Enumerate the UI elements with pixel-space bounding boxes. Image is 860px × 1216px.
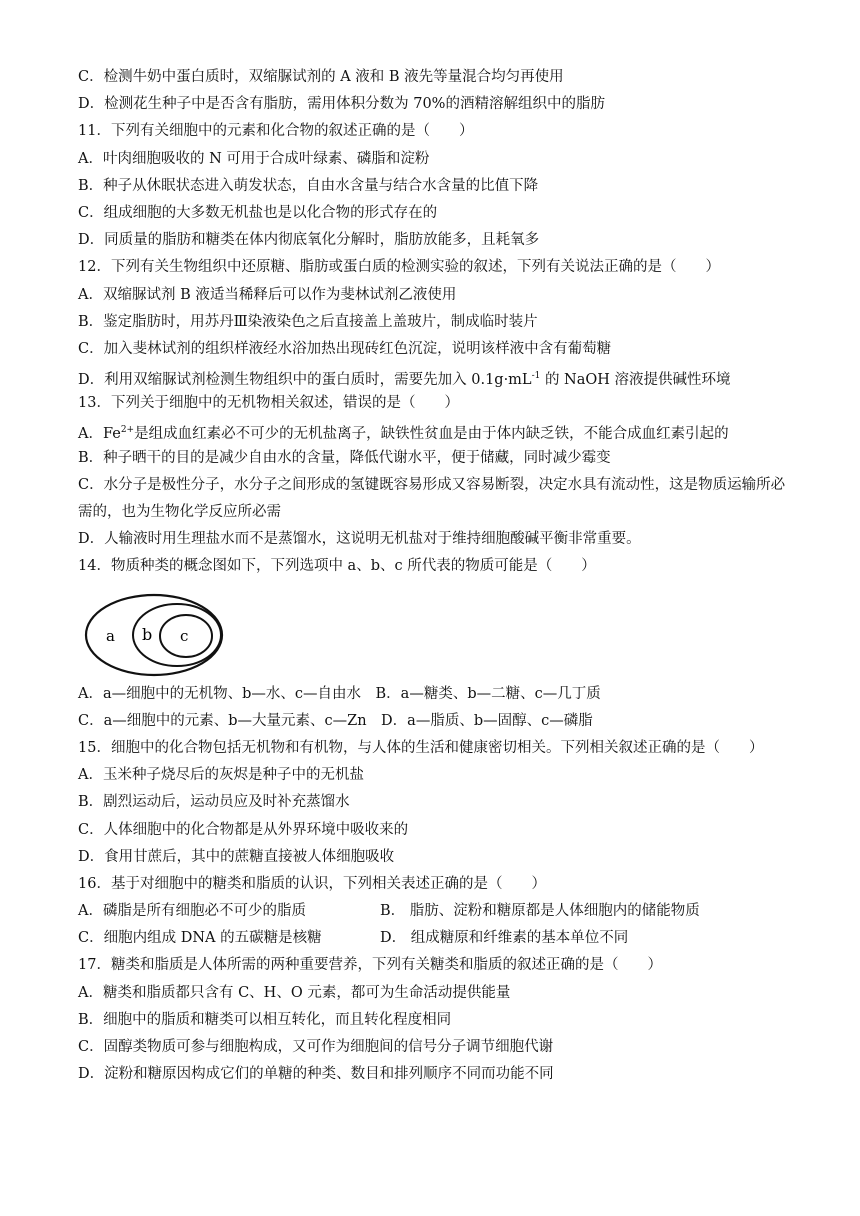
q16-options-row-1: [78, 898, 788, 925]
q12-option-d-sup: -1: [531, 371, 541, 382]
q16-option-b: B． 脂肪、淀粉和糖原都是人体细胞内的储能物质: [380, 903, 700, 920]
q16-stem: 16．基于对细胞中的糖类和脂质的认识，下列相关表述正确的是（ ）: [78, 875, 546, 892]
q13-option-c: C．水分子是极性分子，水分子之间形成的氢键既容易形成又容易断裂，决定水具有流动性，这是物质运输所必需的，也为生物化学反应所必需: [78, 476, 786, 521]
q13-option-a-post: 是组成血红素必不可少的无机盐离子，缺铁性贫血是由于体内缺乏铁，不能合成血红素引起的: [134, 426, 729, 443]
q12-option-d-post: 的 NaOH 溶液提供碱性环境: [540, 371, 731, 388]
q17-option-b: B．细胞中的脂质和糖类可以相互转化，而且转化程度相同: [78, 1011, 452, 1028]
q10-option-d: D．检测花生种子中是否含有脂肪，需用体积分数为 70%的酒精溶解组织中的脂肪: [78, 96, 605, 113]
q11-stem: 11．下列有关细胞中的元素和化合物的叙述正确的是（ ）: [78, 123, 474, 140]
q17-option-a: A．糖类和脂质都只含有 C、H、O 元素，都可为生命活动提供能量: [78, 984, 511, 1001]
q12-option-b: B．鉴定脂肪时，用苏丹Ⅲ染液染色之后直接盖上盖玻片，制成临时装片: [78, 313, 538, 330]
concept-diagram: [78, 581, 788, 681]
q11-option-c: C．组成细胞的大多数无机盐也是以化合物的形式存在的: [78, 204, 438, 221]
label-a: a: [106, 626, 115, 645]
q13-stem: 13．下列关于细胞中的无机物相关叙述，错误的是（ ）: [78, 395, 459, 412]
q12-stem: 12．下列有关生物组织中还原糖、脂肪或蛋白质的检测实验的叙述，下列有关说法正确的是（ ）: [78, 259, 720, 276]
q11-option-d: D．同质量的脂肪和糖类在体内彻底氧化分解时，脂肪放能多，且耗氧多: [78, 232, 540, 249]
q16-option-a: A．磷脂是所有细胞必不可少的脂质: [78, 903, 306, 920]
q14-options-row-2: C．a—细胞中的元素、b—大量元素、c—Zn D．a—脂质、b—固醇、c—磷脂: [78, 712, 593, 729]
q16-option-d: D． 组成糖原和纤维素的基本单位不同: [380, 930, 629, 947]
q15-option-b: B．剧烈运动后，运动员应及时补充蒸馏水: [78, 794, 350, 811]
q12-option-c: C．加入斐林试剂的组织样液经水浴加热出现砖红色沉淀，说明该样液中含有葡萄糖: [78, 340, 612, 357]
q15-option-a: A．玉米种子烧尽后的灰烬是种子中的无机盐: [78, 767, 364, 784]
q15-option-c: C．人体细胞中的化合物都是从外界环境中吸收来的: [78, 821, 409, 838]
q15-option-d: D．食用甘蔗后，其中的蔗糖直接被人体细胞吸收: [78, 848, 395, 865]
nested-ellipses-diagram: [82, 591, 232, 679]
q16-options-row-2: [78, 925, 788, 952]
q13-option-a: [78, 417, 788, 444]
exam-page: [78, 64, 788, 1088]
q17-option-c: C．固醇类物质可参与细胞构成，又可作为细胞间的信号分子调节细胞代谢: [78, 1039, 554, 1056]
q13-option-d: D．人输液时用生理盐水而不是蒸馏水，这说明无机盐对于维持细胞酸碱平衡非常重要。: [78, 531, 641, 548]
q10-option-c: C．检测牛奶中蛋白质时，双缩脲试剂的 A 液和 B 液先等量混合均匀再使用: [78, 69, 564, 85]
q12-option-d-pre: D．利用双缩脲试剂检测生物组织中的蛋白质时，需要先加入 0.1g·mL: [78, 371, 532, 388]
q13-option-a-sup: 2+: [120, 425, 135, 436]
q14-options-row-1: A．a—细胞中的无机物、b—水、c—自由水 B．a—糖类、b—二糖、c—几丁质: [78, 685, 601, 702]
q15-stem: 15．细胞中的化合物包括无机物和有机物，与人体的生活和健康密切相关。下列相关叙述正确的是（ ）: [78, 739, 764, 756]
q17-stem: 17．糖类和脂质是人体所需的两种重要营养，下列有关糖类和脂质的叙述正确的是（ ）: [78, 957, 662, 974]
q16-option-c: C．细胞内组成 DNA 的五碳糖是核糖: [78, 930, 322, 947]
q11-option-b: B．种子从休眠状态进入萌发状态，自由水含量与结合水含量的比值下降: [78, 177, 539, 194]
q14-stem: 14．物质种类的概念图如下，下列选项中 a、b、c 所代表的物质可能是（ ）: [78, 558, 596, 575]
q11-option-a: A．叶肉细胞吸收的 N 可用于合成叶绿素、磷脂和淀粉: [78, 150, 430, 167]
q13-option-a-pre: A．Fe: [78, 426, 121, 443]
q17-option-d: D．淀粉和糖原因构成它们的单糖的种类、数目和排列顺序不同而功能不同: [78, 1066, 554, 1083]
q13-option-b: B．种子晒干的目的是减少自由水的含量，降低代谢水平，便于储藏，同时减少霉变: [78, 449, 611, 466]
q12-option-a: A．双缩脲试剂 B 液适当稀释后可以作为斐林试剂乙液使用: [78, 286, 457, 303]
q12-option-d: [78, 363, 788, 390]
label-b: b: [142, 624, 153, 644]
label-c: c: [180, 626, 189, 645]
